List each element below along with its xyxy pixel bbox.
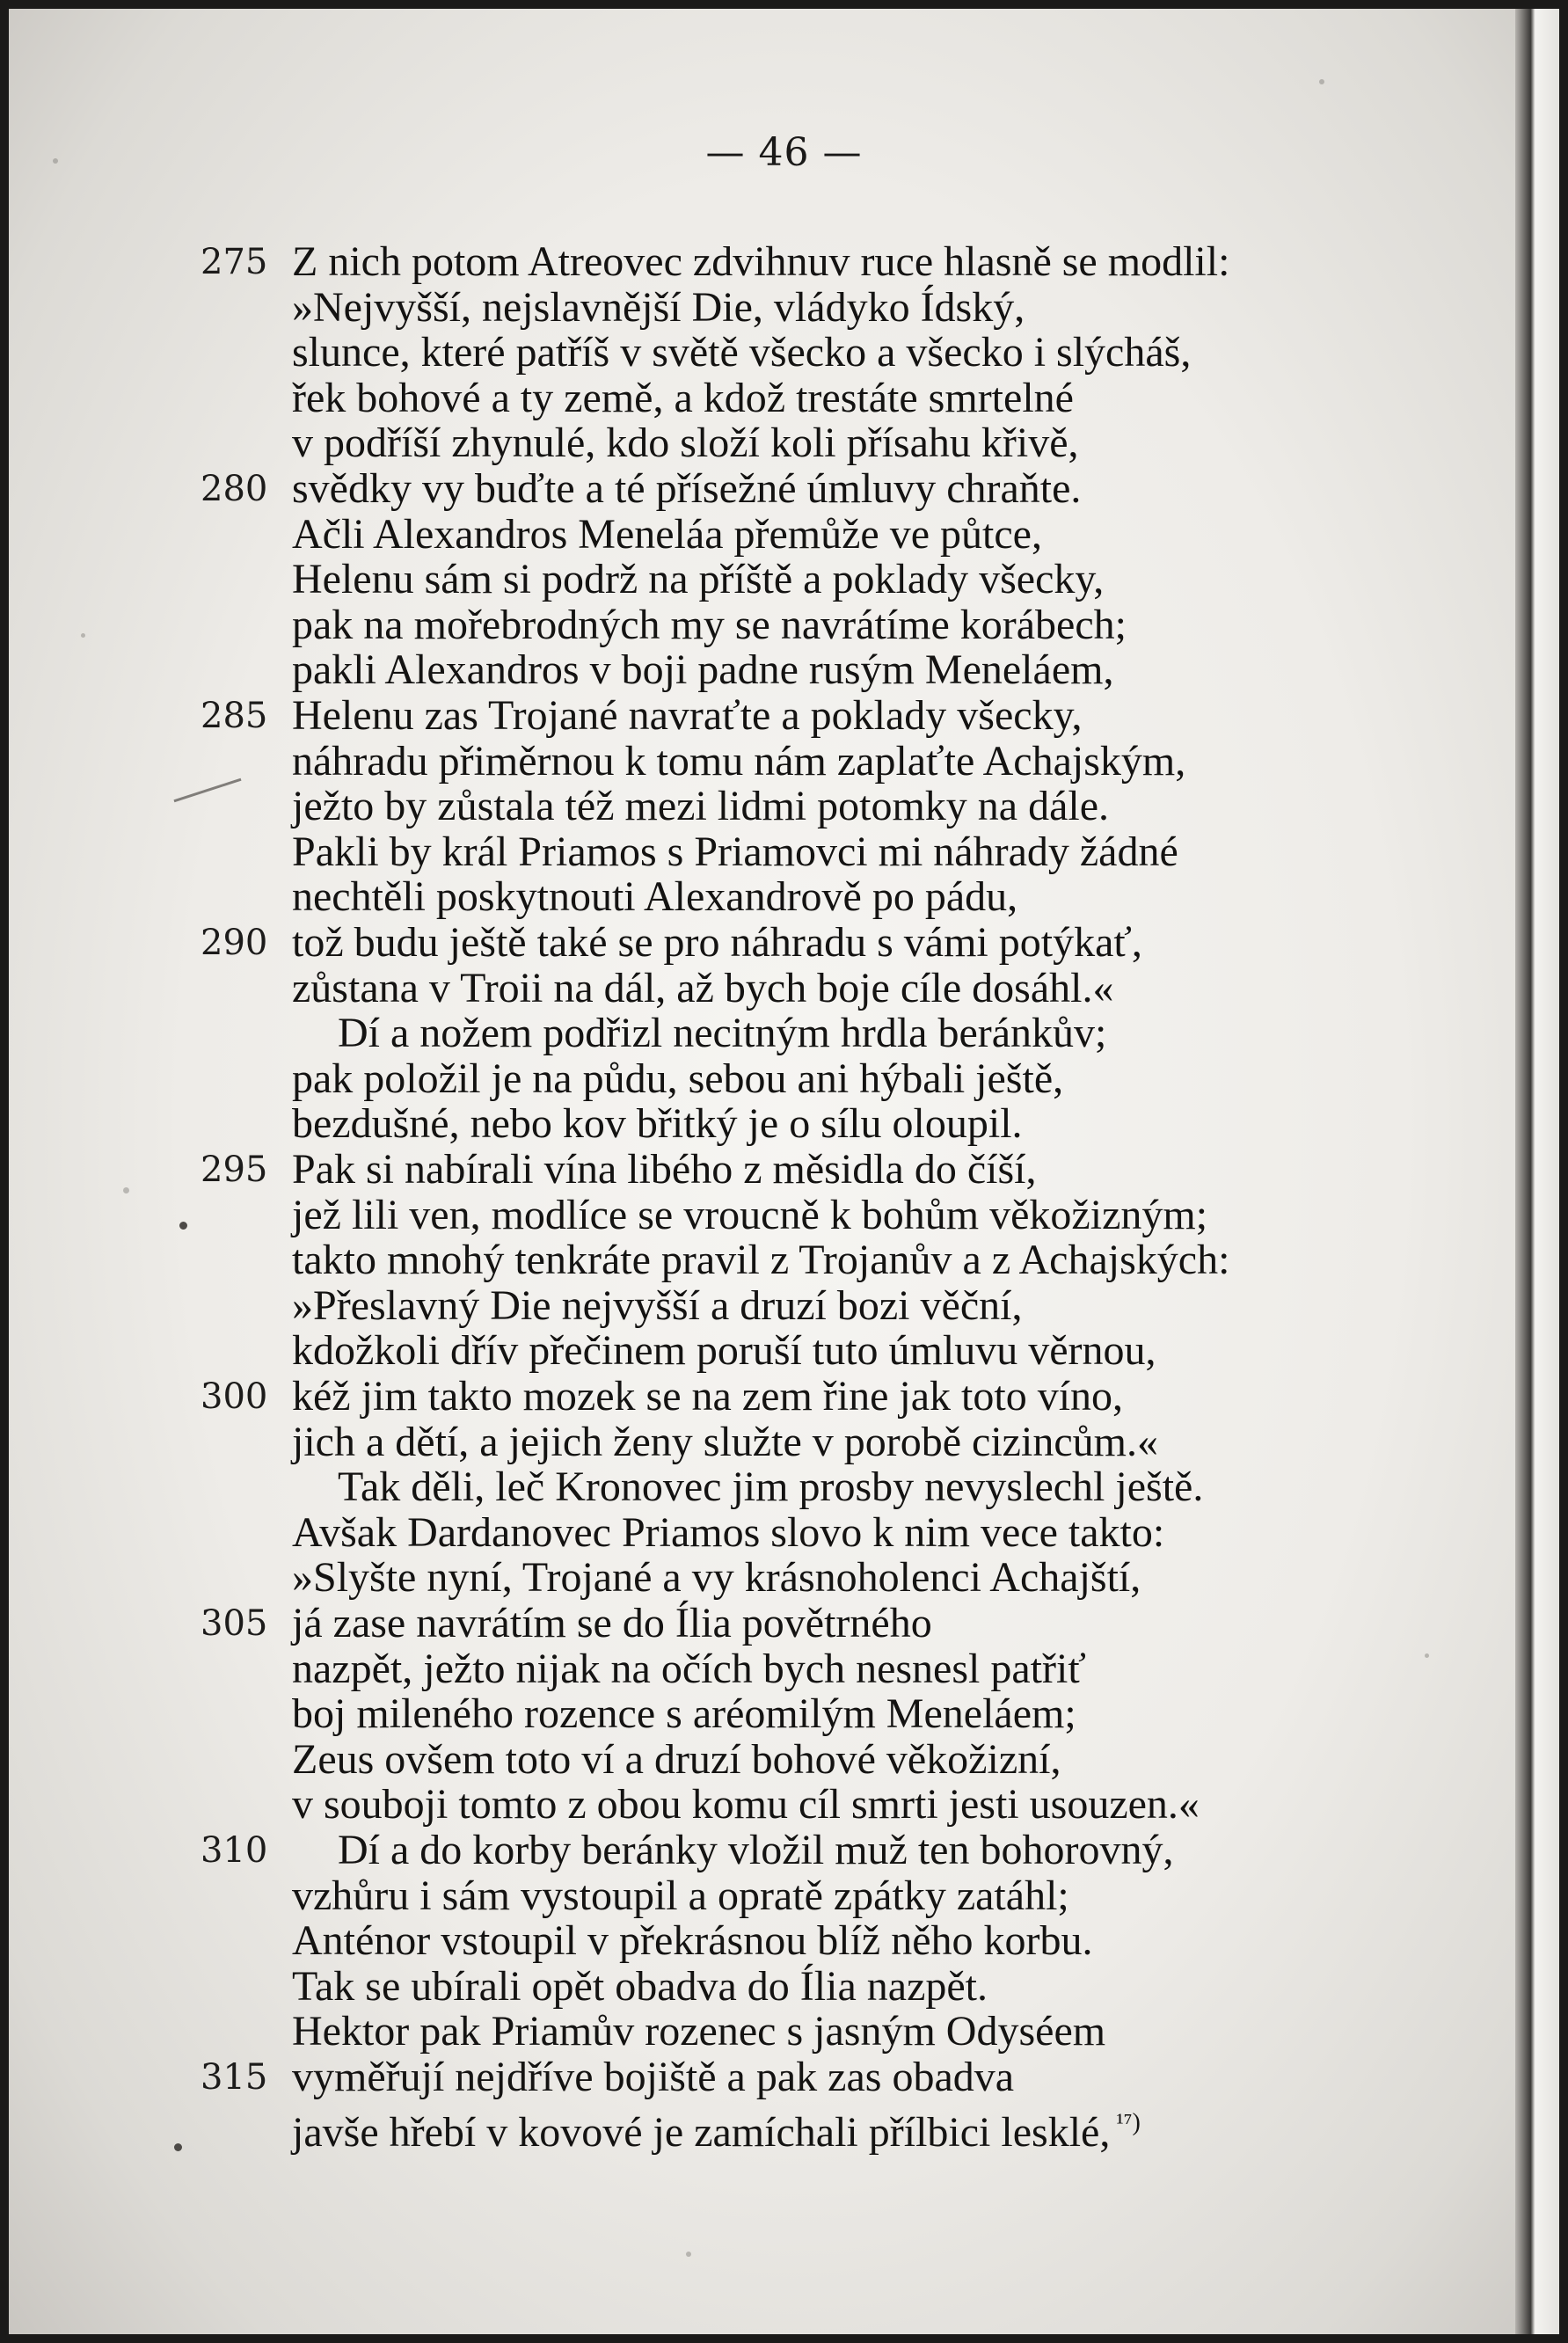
poem-line <box>0 1782 1568 1828</box>
verse-text <box>292 376 1074 421</box>
poem-line <box>0 1691 1568 1737</box>
verse-words: Hektor pak Priamův rozenec s jasným Odyséem <box>292 2008 1106 2055</box>
poem-line <box>0 1374 1568 1420</box>
poem-line <box>0 739 1568 785</box>
line-number: 275 <box>201 242 268 282</box>
verse-words: pakli Alexandros v boji padne rusým Meneláem, <box>292 646 1114 693</box>
poem-line <box>0 420 1568 466</box>
poem-line <box>0 512 1568 558</box>
poem-line <box>0 1056 1568 1102</box>
verse-text <box>292 1193 1207 1238</box>
poem-line <box>0 1283 1568 1329</box>
verse-text <box>292 920 1142 966</box>
verse-words: ježto by zůstala též mezi lidmi potomky na dále. <box>292 783 1110 829</box>
verse-text <box>292 1147 1037 1193</box>
verse-words: Helenu sám si podrž na příště a poklady všecky, <box>292 556 1105 602</box>
page-number-header: — 46 — <box>705 130 863 175</box>
poem-line <box>0 966 1568 1011</box>
verse-text <box>292 874 1017 920</box>
verse-words: Helenu zas Trojané navraťte a poklady všecky, <box>292 692 1083 739</box>
poem-line <box>0 330 1568 376</box>
verse-words: boj mileného rozence s aréomilým Meneláem; <box>292 1690 1076 1737</box>
verse-text <box>292 1328 1156 1374</box>
verse-text <box>292 1918 1093 1964</box>
poem-line <box>0 1737 1568 1783</box>
poem-line <box>0 1193 1568 1238</box>
poem-line <box>0 1828 1568 1873</box>
verse-text <box>292 420 1079 466</box>
verse-text <box>292 239 1229 285</box>
verse-words: Tak děli, leč Kronovec jim prosby nevyslechl ještě. <box>338 1463 1204 1510</box>
verse-text <box>292 1646 1086 1692</box>
verse-text <box>292 1873 1069 1919</box>
verse-words: vzhůru i sám vystoupil a opratě zpátky zatáhl; <box>292 1872 1069 1919</box>
verse-text <box>292 330 1191 376</box>
verse-words: kéž jim takto mozek se na zem řine jak toto víno, <box>292 1373 1124 1420</box>
paper-speck <box>1319 79 1324 84</box>
poem-line <box>0 1147 1568 1193</box>
poem-text-block <box>0 239 1568 2262</box>
line-number: 300 <box>201 1376 268 1417</box>
verse-text <box>292 1101 1023 1147</box>
verse-words: javše hřebí v kovové je zamíchali přílbici lesklé, <box>292 2109 1111 2156</box>
verse-text <box>292 285 1025 331</box>
verse-text <box>292 2100 1141 2156</box>
poem-line <box>0 602 1568 648</box>
poem-line <box>0 1510 1568 1556</box>
line-number: 310 <box>201 1830 268 1871</box>
verse-words: v souboji tomto z obou komu cíl smrti jesti usouzen.« <box>292 1781 1200 1828</box>
verse-words: jež lili ven, modlíce se vroucně k bohům věkožizným; <box>292 1192 1208 1238</box>
poem-line <box>0 1873 1568 1919</box>
line-number: 295 <box>201 1150 268 1190</box>
verse-words: nazpět, ježto nijak na očích bych nesnesl patřiť <box>292 1646 1086 1692</box>
poem-line <box>0 557 1568 602</box>
verse-words: pak položil je na půdu, sebou ani hýbali ještě, <box>292 1055 1064 1102</box>
poem-line <box>0 1328 1568 1374</box>
poem-line <box>0 1420 1568 1465</box>
verse-text <box>292 512 1042 558</box>
poem-line <box>0 1918 1568 1964</box>
verse-words: řek bohové a ty země, a kdož trestáte smrtelné <box>292 375 1074 421</box>
verse-text <box>292 1782 1200 1828</box>
verse-words: nechtěli poskytnouti Alexandrově po pádu, <box>292 873 1018 920</box>
line-number: 285 <box>201 696 268 736</box>
verse-words: Avšak Dardanovec Priamos slovo k nim vece takto: <box>292 1509 1165 1556</box>
verse-text <box>292 2055 1014 2100</box>
verse-text <box>292 1601 932 1646</box>
poem-line <box>0 2055 1568 2100</box>
verse-text <box>292 1964 988 2010</box>
verse-text <box>292 693 1082 739</box>
line-number: 280 <box>201 469 268 509</box>
verse-words: pak na mořebrodných my se navrátíme korábech; <box>292 602 1127 648</box>
verse-words: kdožkoli dřív přečinem poruší tuto úmluvu věrnou, <box>292 1327 1156 1374</box>
verse-text <box>292 1691 1076 1737</box>
poem-line <box>0 1464 1568 1510</box>
poem-line <box>0 376 1568 421</box>
poem-line <box>0 466 1568 512</box>
verse-words: takto mnohý tenkráte pravil z Trojanův a z Achajských: <box>292 1237 1230 1283</box>
footnote-marker: ¹⁷) <box>1110 2109 1141 2136</box>
verse-words: já zase navrátím se do Ília povětrného <box>292 1600 932 1646</box>
poem-line <box>0 920 1568 966</box>
verse-text <box>292 829 1178 875</box>
verse-text <box>292 1374 1123 1420</box>
verse-text <box>292 1056 1063 1102</box>
poem-line <box>0 874 1568 920</box>
verse-words: Tak se ubírali opět obadva do Ília nazpět. <box>292 1963 988 2010</box>
verse-words: tož budu ještě také se pro náhradu s vámi potýkať, <box>292 919 1142 966</box>
verse-words: Z nich potom Atreovec zdvihnuv ruce hlasně se modlil: <box>292 238 1230 285</box>
verse-text <box>292 966 1113 1011</box>
verse-words: Zeus ovšem toto ví a druzí bohové věkožizní, <box>292 1736 1061 1783</box>
verse-words: »Nejvyšší, nejslavnější Die, vládyko Ídský, <box>292 284 1025 331</box>
verse-words: Dí a nožem podřizl necitným hrdla beránkův; <box>338 1010 1107 1056</box>
line-number: 315 <box>201 2057 268 2098</box>
verse-text <box>338 1828 1173 1873</box>
verse-words: vyměřují nejdříve bojiště a pak zas obadva <box>292 2054 1015 2100</box>
poem-line <box>0 1555 1568 1601</box>
verse-words: jich a dětí, a jejich ženy služte v porobě cizincům.« <box>292 1419 1158 1465</box>
verse-text <box>292 784 1109 829</box>
poem-line <box>0 239 1568 285</box>
poem-line <box>0 829 1568 875</box>
verse-words: Anténor vstoupil v překrásnou blíž něho korbu. <box>292 1917 1093 1964</box>
poem-line <box>0 647 1568 693</box>
verse-text <box>292 1237 1229 1283</box>
verse-words: slunce, které patříš v světě všecko a všecko i slýcháš, <box>292 329 1192 376</box>
poem-line <box>0 1011 1568 1056</box>
verse-text <box>292 647 1113 693</box>
verse-words: náhradu přiměrnou k tomu nám zaplaťte Achajským, <box>292 738 1186 785</box>
line-number: 305 <box>201 1603 268 1644</box>
poem-line <box>0 784 1568 829</box>
verse-text <box>292 557 1104 602</box>
verse-words: Pakli by král Priamos s Priamovci mi náhrady žádné <box>292 828 1178 875</box>
verse-text <box>292 739 1185 785</box>
verse-text <box>292 466 1081 512</box>
verse-words: bezdušné, nebo kov břitký je o sílu oloupil. <box>292 1100 1023 1147</box>
verse-text <box>292 1420 1158 1465</box>
verse-words: zůstana v Troii na dál, až bych boje cíle dosáhl.« <box>292 965 1114 1011</box>
poem-line <box>0 1964 1568 2010</box>
verse-words: »Přeslavný Die nejvyšší a druzí bozi věční, <box>292 1282 1023 1329</box>
poem-line <box>0 2100 1568 2156</box>
poem-line <box>0 2009 1568 2055</box>
verse-words: Pak si nabírali vína libého z měsidla do číší, <box>292 1146 1037 1193</box>
verse-text <box>292 1510 1164 1556</box>
verse-text <box>292 602 1127 648</box>
verse-text <box>292 2009 1105 2055</box>
verse-text <box>292 1555 1141 1601</box>
verse-words: »Slyšte nyní, Trojané a vy krásnoholenci Achajští, <box>292 1554 1141 1601</box>
poem-line <box>0 1601 1568 1646</box>
poem-line <box>0 1646 1568 1692</box>
verse-words: svědky vy buďte a té přísežné úmluvy chraňte. <box>292 465 1082 512</box>
poem-line <box>0 285 1568 331</box>
verse-words: Ačli Alexandros Meneláa přemůže ve půtce, <box>292 511 1042 558</box>
verse-text <box>338 1011 1106 1056</box>
verse-words: v podříší zhynulé, kdo složí koli přísahu křivě, <box>292 420 1079 466</box>
verse-text <box>338 1464 1203 1510</box>
line-number: 290 <box>201 923 268 963</box>
verse-text <box>292 1283 1022 1329</box>
poem-line <box>0 1237 1568 1283</box>
poem-line <box>0 693 1568 739</box>
verse-words: Dí a do korby beránky vložil muž ten bohorovný, <box>338 1827 1174 1873</box>
poem-line <box>0 1101 1568 1147</box>
verse-text <box>292 1737 1061 1783</box>
